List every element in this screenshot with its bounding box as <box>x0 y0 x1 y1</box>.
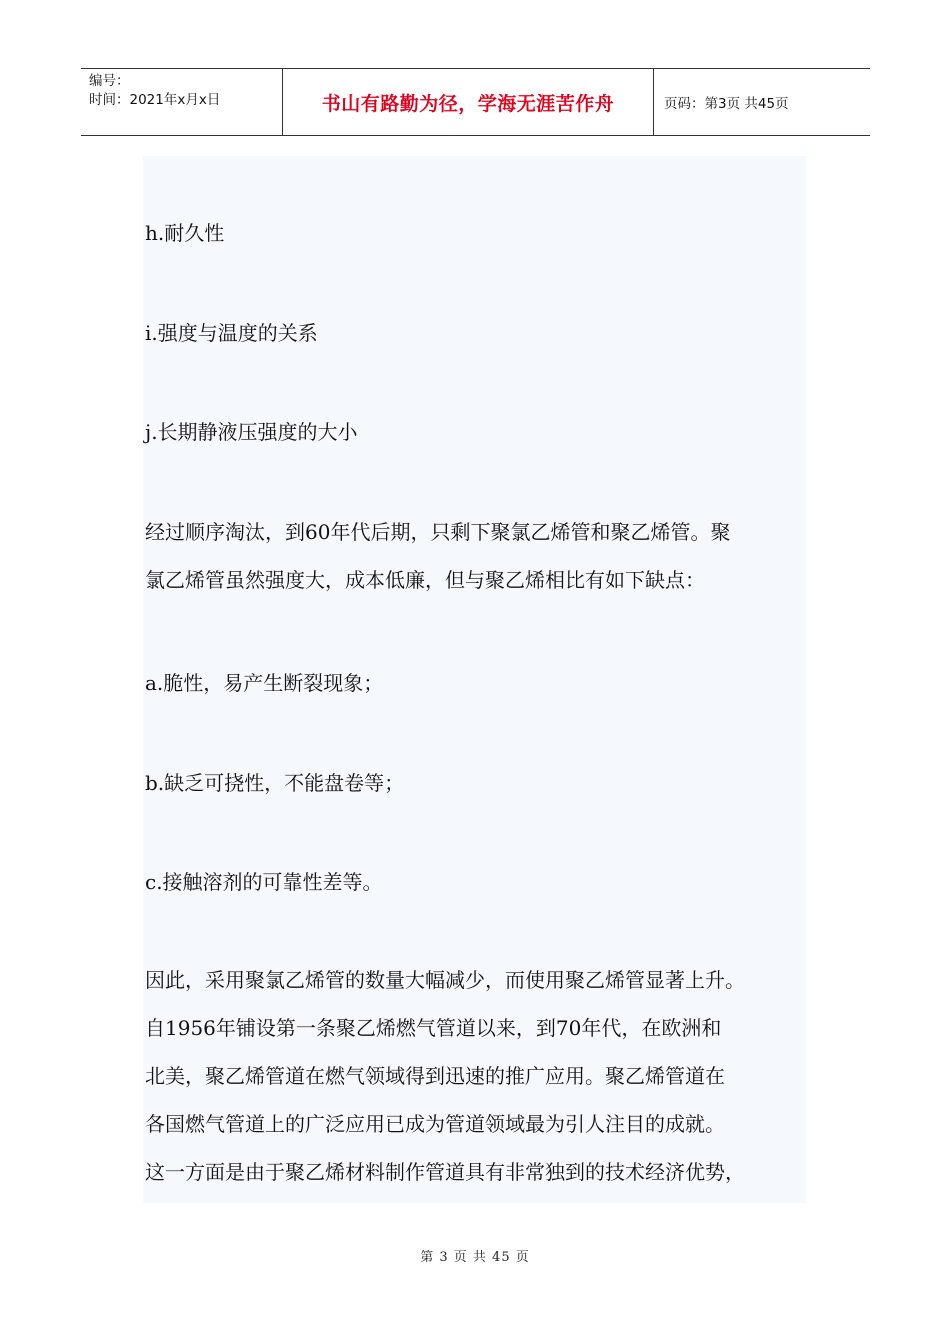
text-line: i.强度与温度的关系 <box>145 321 318 345</box>
list-item-a <box>145 659 807 707</box>
list-item-j <box>145 408 807 456</box>
text-line: 北美，聚乙烯管道在燃气领域得到迅速的推广应用。聚乙烯管道在 <box>145 1064 725 1088</box>
date-label: 时间：2021年x月x日 <box>89 92 221 108</box>
document-body <box>143 156 806 1203</box>
text-line: b.缺乏可挠性，不能盘卷等； <box>145 771 405 795</box>
header-page-cell <box>654 69 870 135</box>
body-paragraph <box>145 508 807 604</box>
text-line: a.脆性，易产生断裂现象； <box>145 671 384 695</box>
list-item-c <box>145 858 807 906</box>
list-item-h <box>145 209 807 257</box>
text-line: 因此，采用聚氯乙烯管的数量大幅减少，而使用聚乙烯管显著上升。 <box>145 968 745 992</box>
page-footer <box>0 1246 950 1265</box>
page-number-label: 页码：第3页 共45页 <box>664 96 789 112</box>
text-line: 这一方面是由于聚乙烯材料制作管道具有非常独到的技术经济优势， <box>145 1160 745 1184</box>
text-line: 自1956年铺设第一条聚乙烯燃气管道以来，到70年代，在欧洲和 <box>145 1016 722 1040</box>
text-line: 经过顺序淘汰，到60年代后期，只剩下聚氯乙烯管和聚乙烯管。聚 <box>145 520 731 544</box>
list-item-i <box>145 309 807 357</box>
list-item-b <box>145 759 807 807</box>
header-meta <box>81 69 282 135</box>
footer-page-number: 第 3 页 共 45 页 <box>420 1250 530 1265</box>
body-paragraph <box>145 956 807 1196</box>
text-line: 各国燃气管道上的广泛应用已成为管道领域最为引人注目的成就。 <box>145 1112 725 1136</box>
text-line: j.长期静液压强度的大小 <box>145 420 358 444</box>
motto-text: 书山有路勤为径，学海无涯苦作舟 <box>321 92 615 115</box>
text-line: h.耐久性 <box>145 221 225 245</box>
text-line: c.接触溶剂的可靠性差等。 <box>145 870 383 894</box>
header-motto-cell <box>282 69 654 135</box>
document-number-label: 编号： <box>89 73 130 89</box>
text-line: 氯乙烯管虽然强度大，成本低廉，但与聚乙烯相比有如下缺点： <box>145 568 705 592</box>
page-header <box>81 68 870 136</box>
